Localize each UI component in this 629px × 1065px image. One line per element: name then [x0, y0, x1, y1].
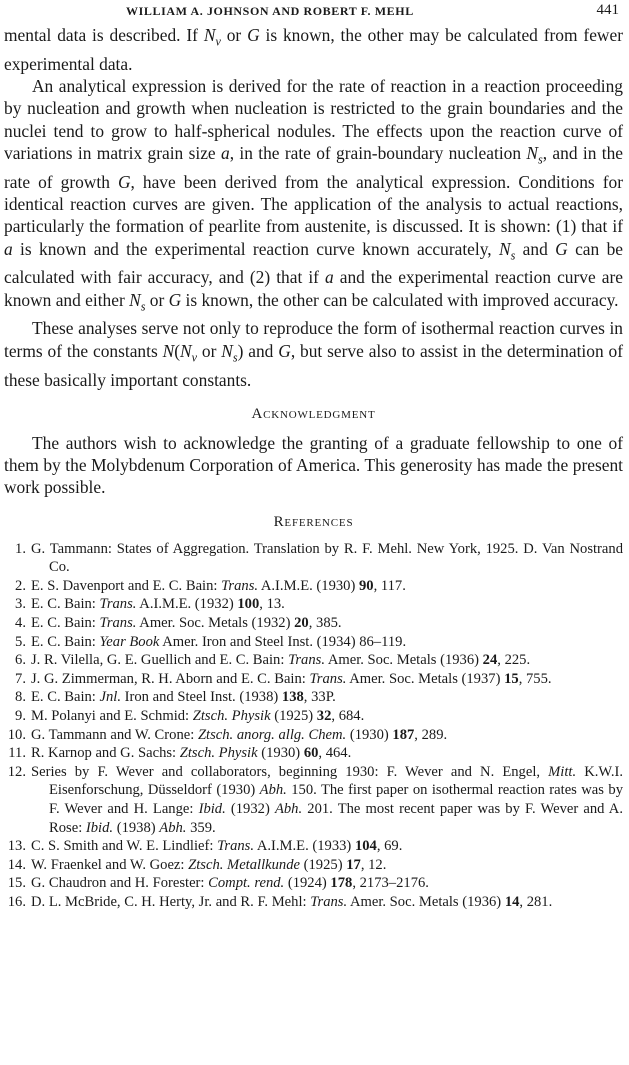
reference-number: 8. [15, 689, 26, 706]
reference-item [4, 856, 623, 875]
reference-item [4, 893, 623, 912]
reference-item [4, 707, 623, 726]
running-title: WILLIAM A. JOHNSON AND ROBERT F. MEHL [126, 4, 414, 18]
references-list [4, 540, 623, 912]
reference-text: E. C. Bain: Trans. A.I.M.E. (1932) 100, 13. [31, 596, 285, 613]
reference-text: E. C. Bain: Year Book Amer. Iron and Steel Inst. (1934) 86–119. [31, 633, 407, 650]
reference-number: 9. [15, 708, 26, 725]
reference-text: D. L. McBride, C. H. Herty, Jr. and R. F. Mehl: Trans. Amer. Soc. Metals (1936) 14, 281. [31, 893, 553, 910]
reference-text: J. G. Zimmerman, R. H. Aborn and E. C. Bain: Trans. Amer. Soc. Metals (1937) 15, 755. [31, 670, 552, 687]
reference-item [4, 633, 623, 652]
reference-text: G. Tammann: States of Aggregation. Translation by R. F. Mehl. New York, 1925. D. Van Nostrand Co. [31, 540, 623, 576]
reference-text: J. R. Vilella, G. E. Guellich and E. C. Bain: Trans. Amer. Soc. Metals (1936) 24, 225. [31, 652, 531, 669]
paragraph-2: An analytical expression is derived for the rate of reaction in a reaction proceeding by nucleation and growth when nucleation is restricted to the grain boundaries and the nuclei tend to grow to half-spherical nodules. The effects upon the reaction curve of variations in matrix grain size a, in the rate of grain-boundary nucleation $N_s$, and in the rate of growth G, have been derived from the analytical expression. Conditions for identical reaction curves are given. The application of the analysis to actual reactions, particularly the formation of pearlite from austenite, is discussed. It is shown: (1) that if a is known and the experimental reaction curve known accurately, $N_s$ and G can be calculated with fair accuracy, and (2) that if a and the experimental reaction curve are known and either $N_s$ or G is known, the other can be calculated with improved accuracy. [4, 76, 623, 314]
reference-item [4, 874, 623, 893]
reference-item [4, 651, 623, 670]
reference-text: Series by F. Wever and collaborators, beginning 1930: F. Wever and N. Engel, Mitt. K.W.I. Eisenforschung, Düsseldorf (1930) Abh. 150. The first paper on isothermal reaction rates was by F. Wever and H. Lange: Ibid. (1932) Abh. 201. The most recent paper was by F. Wever and A. Rose: Ibid. (1938) Abh. 359. [31, 763, 623, 836]
reference-text: M. Polanyi and E. Schmid: Ztsch. Physik (1925) 32, 684. [31, 708, 365, 725]
reference-item [4, 688, 623, 707]
reference-item [4, 763, 623, 837]
acknowledgment-text: The authors wish to acknowledge the granting of a graduate fellowship to one of them by the Molybdenum Corporation of America. This generosity has made the present work possible. [4, 432, 623, 498]
reference-number: 4. [15, 615, 26, 632]
reference-number: 12. [7, 763, 26, 780]
reference-text: E. S. Davenport and E. C. Bain: Trans. A.I.M.E. (1930) 90, 117. [31, 577, 406, 594]
reference-item [4, 726, 623, 745]
reference-number: 2. [15, 577, 26, 594]
reference-text: R. Karnop and G. Sachs: Ztsch. Physik (1930) 60, 464. [31, 745, 352, 762]
reference-number: 1. [15, 540, 26, 557]
reference-number: 16. [7, 893, 26, 910]
references-heading: References [273, 513, 354, 530]
reference-item [4, 614, 623, 633]
reference-number: 7. [15, 670, 26, 687]
reference-number: 15. [7, 875, 26, 892]
acknowledgment-section [4, 432, 623, 499]
reference-text: G. Tammann and W. Crone: Ztsch. anorg. allg. Chem. (1930) 187, 289. [31, 726, 448, 743]
reference-item [4, 540, 623, 577]
reference-item [4, 595, 623, 614]
reference-number: 10. [7, 726, 26, 743]
reference-number: 6. [15, 652, 26, 669]
reference-item [4, 837, 623, 856]
reference-text: W. Fraenkel and W. Goez: Ztsch. Metallkunde (1925) 17, 12. [31, 856, 387, 873]
summary-text [4, 24, 623, 391]
reference-item [4, 577, 623, 596]
reference-number: 3. [15, 596, 26, 613]
reference-text: C. S. Smith and W. E. Lindlief: Trans. A.I.M.E. (1933) 104, 69. [31, 838, 403, 855]
reference-number: 11. [8, 745, 26, 762]
reference-text: E. C. Bain: Trans. Amer. Soc. Metals (1932) 20, 385. [31, 615, 342, 632]
paragraph-1: mental data is described. If $N_v$ or G is known, the other may be calculated from fewer experimental data. [4, 25, 623, 74]
reference-text: G. Chaudron and H. Forester: Compt. rend. (1924) 178, 2173–2176. [31, 875, 429, 892]
acknowledgment-heading: Acknowledgment [251, 405, 376, 422]
paragraph-3: These analyses serve not only to reproduce the form of isothermal reaction curves in terms of the constants $N(N_v$ or $N_s$) and G, but serve also to assist in the determination of these basically important constants. [4, 318, 623, 390]
reference-item [4, 670, 623, 689]
reference-number: 13. [7, 838, 26, 855]
running-head [4, 2, 623, 24]
page-number: 441 [596, 2, 619, 18]
reference-number: 14. [7, 856, 26, 873]
reference-text: E. C. Bain: Jnl. Iron and Steel Inst. (1938) 138, 33P. [31, 689, 336, 706]
reference-item [4, 744, 623, 763]
reference-number: 5. [15, 633, 26, 650]
